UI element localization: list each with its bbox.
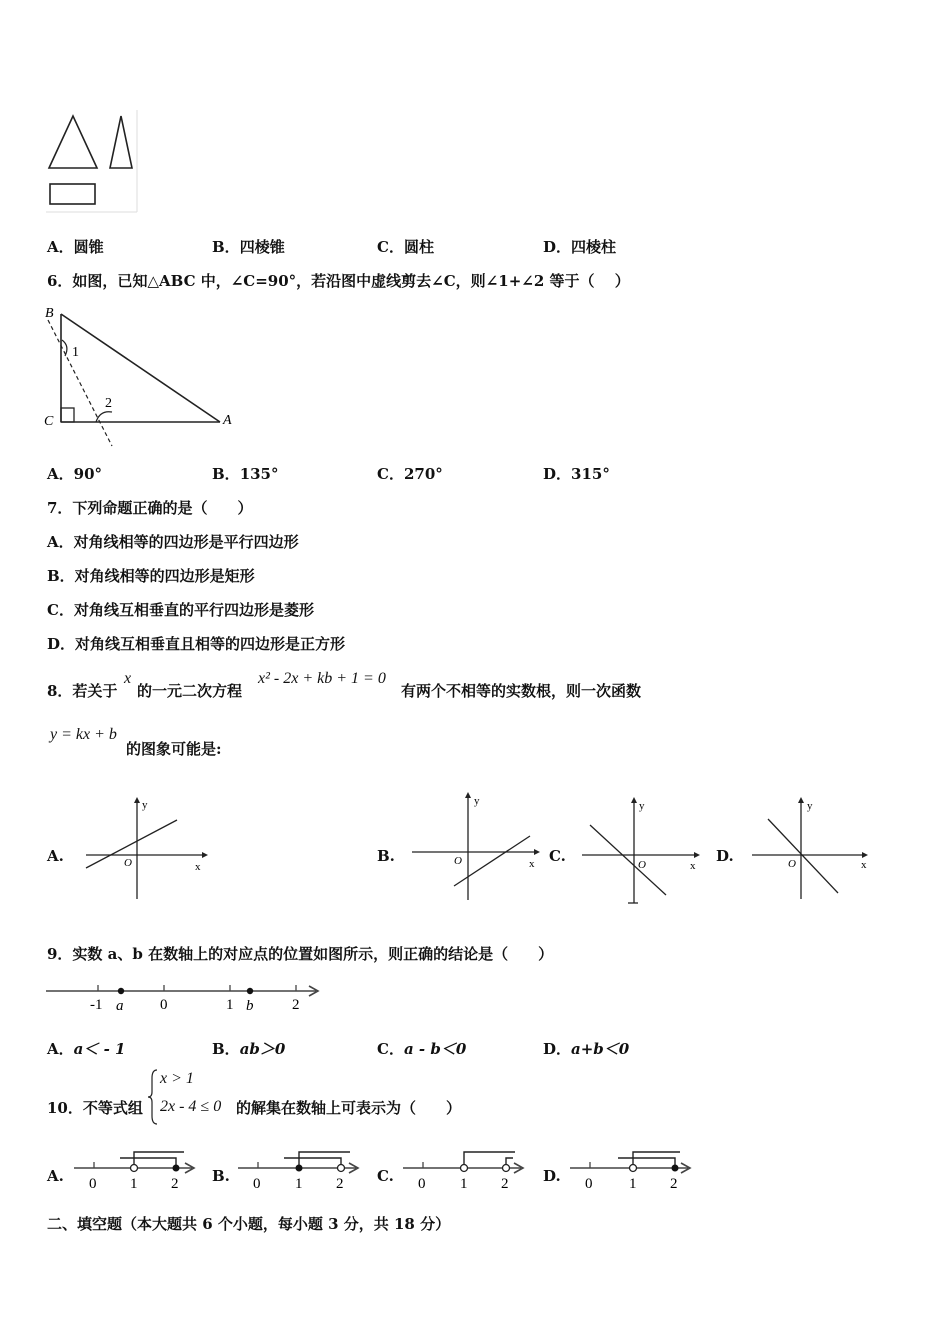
q6-option-d: D．315°	[543, 465, 610, 483]
q9-number-line	[44, 978, 329, 1018]
q8d-o: O	[788, 858, 796, 870]
q10-brace	[147, 1068, 161, 1126]
section-2-title: 二、填空题（本大题共 6 个小题，每小题 3 分，共 18 分）	[47, 1215, 451, 1233]
q8-function: y = kx + b	[50, 726, 117, 743]
q10-option-b: B.	[212, 1167, 230, 1185]
q10b-t2: 2	[336, 1176, 344, 1192]
q7-option-a: A．对角线相等的四边形是平行四边形	[47, 533, 299, 551]
q8-option-c: C.	[549, 847, 566, 865]
q6-option-c: C．270°	[377, 465, 443, 483]
q8-stem-c: 有两个不相等的实数根，则一次函数	[401, 682, 642, 700]
q10-line-a	[74, 1146, 199, 1192]
q10-option-a: A.	[47, 1167, 64, 1185]
q10c-t0: 0	[418, 1176, 426, 1192]
q10-ineq-1: x > 1	[160, 1070, 194, 1087]
q7-option-d: D．对角线互相垂直且相等的四边形是正方形	[47, 635, 346, 653]
q8c-x: x	[690, 860, 696, 872]
q8-stem-a: 8．若关于	[47, 682, 118, 700]
q9-option-b: B．ab＞0	[212, 1040, 286, 1058]
q6-label-1: 1	[72, 345, 79, 360]
q5-three-views-figure	[44, 108, 144, 214]
q8b-o: O	[454, 855, 462, 867]
q10-line-c	[403, 1146, 528, 1192]
q10a-t2: 2	[171, 1176, 179, 1192]
q8-option-d: D.	[716, 847, 734, 865]
q6-option-a: A．90°	[47, 465, 103, 483]
q8-graph-b	[408, 790, 543, 905]
q9-point-b: b	[246, 998, 254, 1014]
q7-option-b: B．对角线相等的四边形是矩形	[47, 567, 255, 585]
q10-line-b	[238, 1146, 363, 1192]
q10-option-d: D.	[543, 1167, 561, 1185]
q10-stem-a: 10．不等式组	[47, 1099, 143, 1117]
q10a-t1: 1	[130, 1176, 138, 1192]
q10a-t0: 0	[89, 1176, 97, 1192]
q10-option-c: C.	[377, 1167, 394, 1185]
q8-equation: x² - 2x + kb + 1 = 0	[258, 670, 386, 687]
q6-label-b: B	[45, 306, 54, 321]
q8b-x: x	[529, 858, 535, 870]
q8b-y: y	[474, 795, 480, 807]
q5-option-b: B．四棱锥	[212, 238, 285, 256]
q8d-y: y	[807, 800, 813, 812]
q10c-t1: 1	[460, 1176, 468, 1192]
q9-tick-1: 1	[226, 997, 234, 1013]
q7-stem: 7．下列命题正确的是（ ）	[47, 499, 253, 517]
q8a-y: y	[142, 799, 148, 811]
q8-var-x: x	[124, 670, 132, 687]
q6-option-b: B．135°	[212, 465, 279, 483]
q9-option-c: C．a - b＜0	[377, 1040, 467, 1058]
q10d-t1: 1	[629, 1176, 637, 1192]
q9-option-d: D．a+b＜0	[543, 1040, 630, 1058]
q9-option-a: A．a＜ - 1	[47, 1040, 126, 1058]
q10-stem-b: 的解集在数轴上可表示为（ ）	[236, 1099, 462, 1117]
q8c-o: O	[638, 859, 646, 871]
q5-option-c: C．圆柱	[377, 238, 434, 256]
q8c-y: y	[639, 800, 645, 812]
q10b-t1: 1	[295, 1176, 303, 1192]
q6-label-2: 2	[105, 396, 112, 411]
q8d-x: x	[861, 859, 867, 871]
q8-option-a: A.	[47, 847, 64, 865]
q9-point-a: a	[116, 998, 124, 1014]
q5-option-d: D．四棱柱	[543, 238, 617, 256]
q10-line-d	[570, 1146, 695, 1192]
q8a-o: O	[124, 857, 132, 869]
q6-label-a: A	[223, 413, 232, 428]
q10d-t0: 0	[585, 1176, 593, 1192]
q8-graph-c	[578, 795, 703, 910]
q6-label-c: C	[44, 414, 54, 429]
q10c-t2: 2	[501, 1176, 509, 1192]
q10-ineq-2: 2x - 4 ≤ 0	[160, 1098, 222, 1115]
q8-stem-b: 的一元二次方程	[137, 682, 243, 700]
q9-tick-2: 2	[292, 997, 300, 1013]
q10b-t0: 0	[253, 1176, 261, 1192]
q8-option-b: B.	[377, 847, 395, 865]
q8-stem-d: 的图象可能是:	[126, 740, 222, 758]
q8a-x: x	[195, 861, 201, 873]
q7-option-c: C．对角线互相垂直的平行四边形是菱形	[47, 601, 314, 619]
q8-graph-d	[748, 795, 873, 910]
q6-stem: 6．如图，已知△ABC 中，∠C=90°，若沿图中虚线剪去∠C，则∠1+∠2 等于（ ）	[47, 272, 630, 290]
q9-tick-0: 0	[160, 997, 168, 1013]
q5-option-a: A．圆锥	[47, 238, 104, 256]
q8-graph-a	[80, 795, 210, 905]
q9-stem: 9．实数 a、b 在数轴上的对应点的位置如图所示，则正确的结论是（ ）	[47, 945, 554, 963]
q6-triangle-figure	[40, 300, 250, 450]
q9-tick-neg1: -1	[90, 997, 103, 1013]
q10d-t2: 2	[670, 1176, 678, 1192]
